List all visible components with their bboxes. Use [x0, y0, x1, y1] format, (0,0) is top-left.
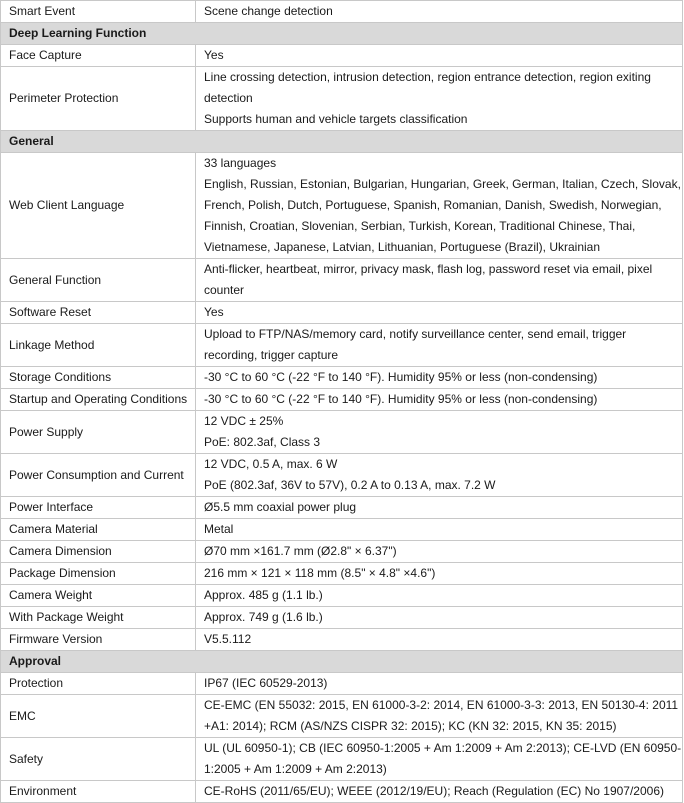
spec-row [1, 259, 683, 302]
spec-row [1, 411, 683, 454]
spec-key: Power Consumption and Current [1, 454, 196, 497]
spec-value-line: -30 °C to 60 °C (-22 °F to 140 °F). Humidity 95% or less (non-condensing) [204, 370, 598, 384]
spec-key: Startup and Operating Conditions [1, 389, 196, 411]
spec-key: Package Dimension [1, 563, 196, 585]
spec-value-line: Yes [204, 305, 224, 319]
spec-key: EMC [1, 695, 196, 738]
spec-key: Safety [1, 738, 196, 781]
spec-row [1, 541, 683, 563]
spec-key: Environment [1, 781, 196, 803]
spec-value-line: PoE (802.3af, 36V to 57V), 0.2 A to 0.13 A, max. 7.2 W [204, 478, 496, 492]
spec-value-line: CE-EMC (EN 55032: 2015, EN 61000-3-2: 2014, EN 61000-3-3: 2013, EN 50130-4: 2011 +A1: 2014); RCM (AS/NZS CISPR 32: 2015); KC (KN 32: 2015, KN 35: 2015) [204, 698, 679, 733]
spec-row [1, 153, 683, 259]
spec-key: Storage Conditions [1, 367, 196, 389]
spec-row [1, 673, 683, 695]
spec-value-line: Scene change detection [204, 4, 333, 18]
spec-value [196, 411, 683, 454]
spec-row [1, 607, 683, 629]
spec-key: Firmware Version [1, 629, 196, 651]
section-title: General [1, 131, 683, 153]
spec-value-line: Anti-flicker, heartbeat, mirror, privacy mask, flash log, password reset via email, pixel counter [204, 262, 653, 297]
spec-value-line: 33 languages [204, 156, 277, 170]
spec-row [1, 302, 683, 324]
spec-value-line: Ø5.5 mm coaxial power plug [204, 500, 357, 514]
spec-key: With Package Weight [1, 607, 196, 629]
spec-value-line: -30 °C to 60 °C (-22 °F to 140 °F). Humidity 95% or less (non-condensing) [204, 392, 598, 406]
spec-key: Power Interface [1, 497, 196, 519]
spec-row [1, 519, 683, 541]
spec-value [196, 1, 683, 23]
spec-value [196, 153, 683, 259]
spec-row [1, 738, 683, 781]
spec-value-line: Metal [204, 522, 234, 536]
spec-value [196, 673, 683, 695]
spec-key: Web Client Language [1, 153, 196, 259]
spec-row [1, 367, 683, 389]
spec-value-line: IP67 (IEC 60529-2013) [204, 676, 328, 690]
spec-value-line: Yes [204, 48, 224, 62]
spec-value [196, 519, 683, 541]
spec-value [196, 454, 683, 497]
spec-key: Camera Material [1, 519, 196, 541]
spec-value-line: UL (UL 60950-1); CB (IEC 60950-1:2005 + Am 1:2009 + Am 2:2013); CE-LVD (EN 60950-1:2005 + Am 1:2009 + Am 2:2013) [204, 741, 682, 776]
spec-value [196, 738, 683, 781]
spec-key: Camera Weight [1, 585, 196, 607]
spec-value [196, 607, 683, 629]
spec-value-line: 12 VDC, 0.5 A, max. 6 W [204, 457, 338, 471]
spec-row [1, 1, 683, 23]
spec-row [1, 324, 683, 367]
spec-row [1, 45, 683, 67]
spec-value [196, 497, 683, 519]
spec-row [1, 585, 683, 607]
spec-value-line: PoE: 802.3af, Class 3 [204, 435, 321, 449]
spec-value-line: Ø70 mm ×161.7 mm (Ø2.8" × 6.37") [204, 544, 397, 558]
spec-row [1, 695, 683, 738]
section-header-row [1, 23, 683, 45]
spec-value-line: Approx. 485 g (1.1 lb.) [204, 588, 323, 602]
spec-value [196, 541, 683, 563]
spec-value-line: Upload to FTP/NAS/memory card, notify surveillance center, send email, trigger recording, trigger capture [204, 327, 627, 362]
section-header-row [1, 651, 683, 673]
spec-row [1, 563, 683, 585]
spec-row [1, 497, 683, 519]
spec-value [196, 367, 683, 389]
spec-value-line: Supports human and vehicle targets classification [204, 112, 468, 126]
spec-value-line: 216 mm × 121 × 118 mm (8.5" × 4.8" ×4.6") [204, 566, 436, 580]
spec-value [196, 389, 683, 411]
spec-value-line: English, Russian, Estonian, Bulgarian, Hungarian, Greek, German, Italian, Czech, Slovak, French, Polish, Dutch, Portuguese, Spanish, Romanian, Danish, Swedish, Norwegian, Finnish, Croatian, Slovenian, Serbian, Turkish, Korean, Traditional Chinese, Thai, Vietnamese, Japanese, Latvian, Lithuanian, Portuguese (Brazil), Ukrainian [204, 177, 681, 254]
spec-key: Protection [1, 673, 196, 695]
spec-value [196, 695, 683, 738]
spec-row [1, 389, 683, 411]
spec-table-body [1, 1, 683, 803]
section-header-row [1, 131, 683, 153]
spec-key: Smart Event [1, 1, 196, 23]
spec-key: Face Capture [1, 45, 196, 67]
spec-row [1, 67, 683, 131]
spec-key: Perimeter Protection [1, 67, 196, 131]
spec-value-line: Line crossing detection, intrusion detection, region entrance detection, region exiting detection [204, 70, 651, 105]
spec-row [1, 781, 683, 803]
spec-row [1, 454, 683, 497]
spec-value-line: V5.5.112 [204, 632, 252, 646]
spec-key: Camera Dimension [1, 541, 196, 563]
spec-value-line: 12 VDC ± 25% [204, 414, 284, 428]
spec-value [196, 629, 683, 651]
spec-value [196, 781, 683, 803]
section-title: Approval [1, 651, 683, 673]
spec-key: Power Supply [1, 411, 196, 454]
spec-value [196, 67, 683, 131]
spec-value [196, 585, 683, 607]
spec-key: Linkage Method [1, 324, 196, 367]
spec-row [1, 629, 683, 651]
spec-value [196, 45, 683, 67]
spec-value [196, 259, 683, 302]
spec-value-line: CE-RoHS (2011/65/EU); WEEE (2012/19/EU); Reach (Regulation (EC) No 1907/2006) [204, 784, 664, 798]
spec-value-line: Approx. 749 g (1.6 lb.) [204, 610, 323, 624]
spec-value [196, 563, 683, 585]
spec-key: General Function [1, 259, 196, 302]
spec-value [196, 324, 683, 367]
section-title: Deep Learning Function [1, 23, 683, 45]
spec-value [196, 302, 683, 324]
spec-key: Software Reset [1, 302, 196, 324]
